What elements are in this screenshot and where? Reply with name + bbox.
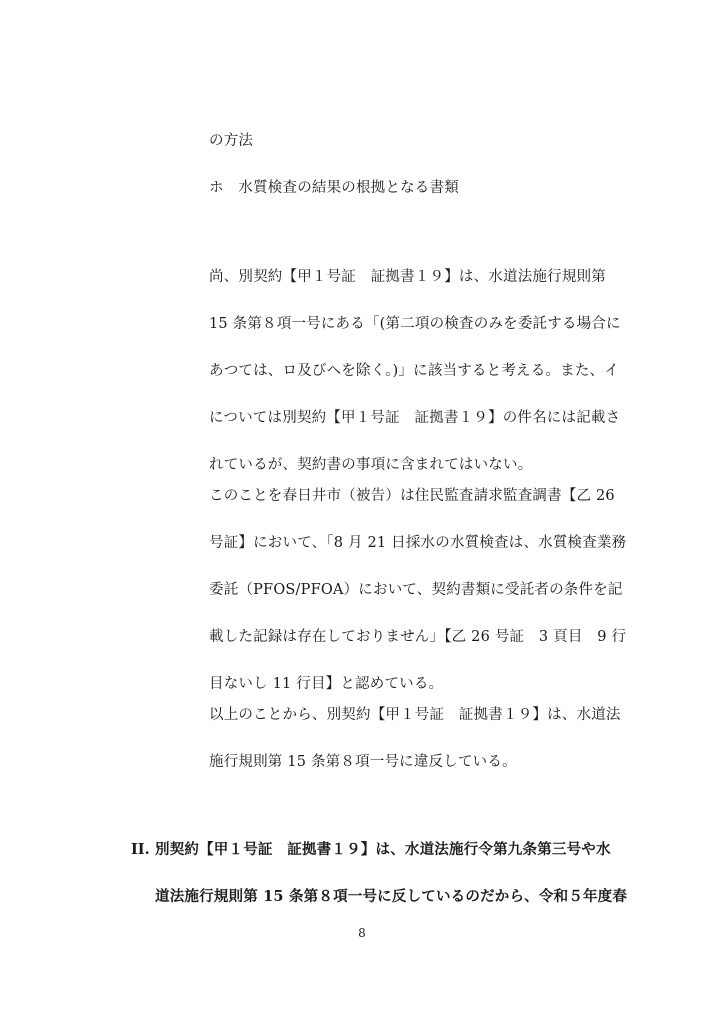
- text-line-8: このことを春日井市（被告）は住民監査請求監査調書【乙 26: [209, 488, 615, 504]
- text-line-7: れているが、契約書の事項に含まれてはいない。: [209, 457, 533, 473]
- text-line-13: 以上のことから、別契約【甲１号証 証拠書１９】は、水道法: [209, 707, 621, 723]
- text-line-4: 15 条第８項一号にある「(第二項の検査のみを委託する場合に: [209, 316, 621, 332]
- page-number: 8: [358, 926, 366, 940]
- text-line-10: 委託（PFOS/PFOA）において、契約書類に受託者の条件を記: [209, 582, 623, 598]
- text-line-1: の方法: [209, 133, 254, 149]
- text-line-11: 載した記録は存在しておりません」【乙 26 号証 3 頁目 9 行: [209, 629, 627, 645]
- section-number: II.: [131, 841, 150, 858]
- text-line-3: 尚、別契約【甲１号証 証拠書１９】は、水道法施行規則第: [209, 269, 606, 285]
- text-line-9: 号証】において、「8 月 21 日採水の水質検査は、水質検査業務: [209, 535, 627, 551]
- text-line-14: 施行規則第 15 条第８項一号に違反している。: [209, 754, 517, 770]
- text-line-5: あつては、ロ及びヘを除く。)」に該当すると考える。また、イ: [209, 363, 619, 379]
- text-line-2: ホ 水質検査の結果の根拠となる書類: [209, 180, 459, 196]
- section-line-1: 別契約【甲１号証 証拠書１９】は、水道法施行令第九条第三号や水: [155, 841, 611, 858]
- text-line-6: については別契約【甲１号証 証拠書１９】の件名には記載さ: [209, 410, 621, 426]
- text-line-12: 目ないし 11 行目】と認めている。: [209, 676, 444, 692]
- section-line-2: 道法施行規則第 15 条第８項一号に反しているのだから、令和５年度春: [155, 888, 628, 905]
